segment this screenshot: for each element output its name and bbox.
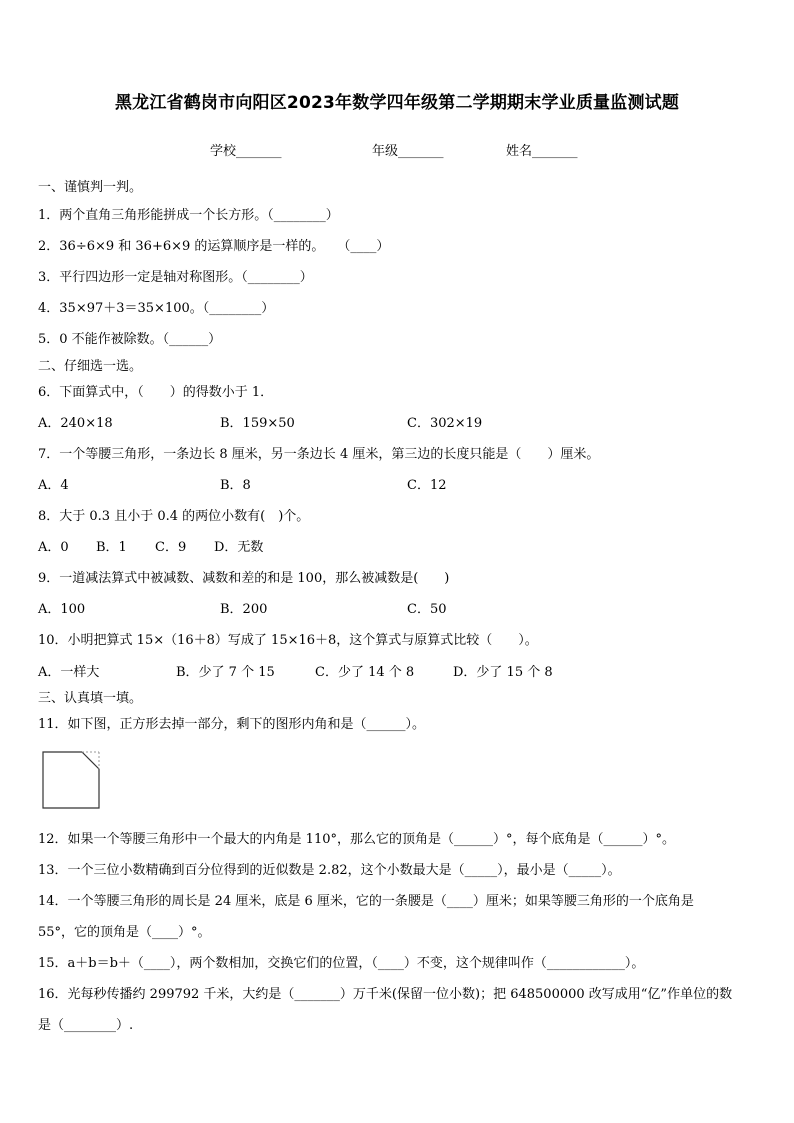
question-10-option-c: C．少了 14 个 8 — [315, 665, 415, 680]
page-title: 黑龙江省鹤岗市向阳区2023年数学四年级第二学期期末学业质量监测试题 — [114, 93, 680, 113]
question-14-continued: 55°，它的顶角是（____）°。 — [38, 925, 211, 940]
question-10-option-d: D．少了 15 个 8 — [453, 665, 553, 680]
question-10-option-b: B．少了 7 个 15 — [176, 665, 275, 680]
question-8: 8．大于 0.3 且小于 0.4 的两位小数有( )个。 — [38, 509, 310, 524]
question-7: 7．一个等腰三角形，一条边长 8 厘米，另一条边长 4 厘米，第三边的长度只能是（ ）厘米。 — [38, 447, 600, 462]
question-9: 9．一道减法算式中被减数、减数和差的和是 100，那么被减数是( ) — [38, 571, 450, 586]
question-8-option-d: D．无数 — [214, 540, 264, 555]
question-4: 4．35×97＋3＝35×100。（________） — [38, 301, 275, 316]
question-9-option-c: C．50 — [407, 602, 447, 617]
question-15: 15．a＋b＝b＋（____），两个数相加，交换它们的位置，（____）不变，这个规律叫作（____________）。 — [38, 956, 645, 971]
school-field: 学校_______ — [210, 144, 282, 159]
question-3: 3．平行四边形一定是轴对称图形。（________） — [38, 270, 313, 285]
question-5: 5．0 不能作被除数。（______） — [38, 332, 222, 347]
question-7-option-b: B．8 — [220, 478, 251, 493]
question-12: 12．如果一个等腰三角形中一个最大的内角是 110°，那么它的顶角是（______）°，每个底角是（______）°。 — [38, 832, 675, 847]
grade-field: 年级_______ — [372, 144, 444, 159]
question-6-option-c: C．302×19 — [407, 416, 483, 431]
question-7-option-c: C．12 — [407, 478, 447, 493]
question-6-option-a: A．240×18 — [38, 416, 113, 431]
question-13: 13．一个三位小数精确到百分位得到的近似数是 2.82，这个小数最大是（_____），最小是（_____）。 — [38, 863, 621, 878]
question-14: 14．一个等腰三角形的周长是 24 厘米，底是 6 厘米，它的一条腰是（____）厘米；如果等腰三角形的一个底角是 — [38, 894, 694, 909]
cut-square-figure — [42, 751, 100, 809]
question-11: 11．如下图，正方形去掉一部分，剩下的图形内角和是（______）。 — [38, 717, 426, 732]
question-16: 16．光每秒传播约 299792 千米，大约是（_______）万千米(保留一位小数)；把 648500000 改写成用“亿”作单位的数 — [38, 987, 733, 1002]
question-9-option-a: A．100 — [38, 602, 86, 617]
question-9-option-b: B．200 — [220, 602, 268, 617]
question-6-option-b: B．159×50 — [220, 416, 295, 431]
name-field: 姓名_______ — [506, 144, 578, 159]
question-6: 6．下面算式中，（ ）的得数小于 1． — [38, 385, 274, 400]
question-10: 10．小明把算式 15×（16＋8）写成了 15×16＋8，这个算式与原算式比较（ ）。 — [38, 633, 538, 648]
question-8-option-a: A．0 — [38, 540, 69, 555]
section-choose: 二、仔细选一选。 — [38, 359, 143, 374]
section-fill: 三、认真填一填。 — [38, 691, 143, 706]
question-8-option-c: C．9 — [155, 540, 187, 555]
question-7-option-a: A．4 — [38, 478, 69, 493]
question-10-option-a: A．一样大 — [38, 665, 100, 680]
section-judge: 一、谨慎判一判。 — [38, 180, 143, 195]
question-16-continued: 是（________）. — [38, 1018, 134, 1033]
question-8-option-b: B．1 — [96, 540, 127, 555]
question-2: 2．36÷6×9 和 36+6×9 的运算顺序是一样的。 （____） — [38, 239, 390, 254]
question-1: 1．两个直角三角形能拼成一个长方形。（________） — [38, 208, 339, 223]
